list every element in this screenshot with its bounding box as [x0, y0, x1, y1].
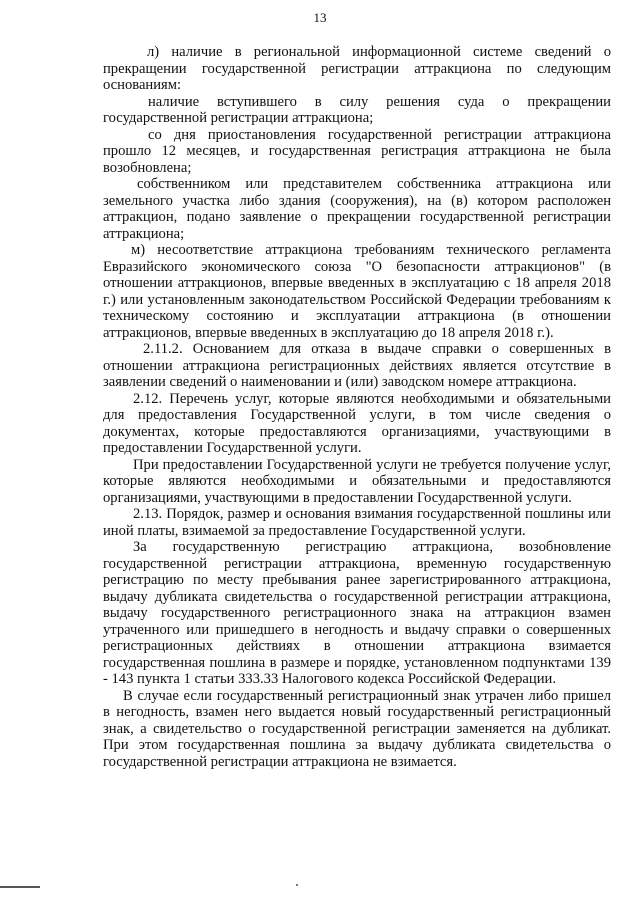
- clause-2-12-paragraph: 2.12. Перечень услуг, которые являются необходимыми и обязательными для предоставления Государственной услуги, в том числе сведения о документах, которые предоставляются организациями, участвующими в предоставлении Государственной услуги.: [103, 390, 611, 456]
- clause-2-13-fee-paragraph: За государственную регистрацию аттракциона, возобновление государственной регистрации аттракциона, временную государственную регистрацию по месту пребывания ранее зарегистрированного аттракциона, выдачу дубликата свидетельства о государственной регистрации аттракциона, выдачу государственного регистрационного знака на аттракцион взамен утраченного или пришедшего в негодность и выдачу справки о совершенных регистрационных действиях в отношении аттракциона взимается государственная пошлина в размере и порядке, установленном подпунктами 139 - 143 пункта 1 статьи 333.33 Налогового кодекса Российской Федерации.: [103, 539, 611, 687]
- clause-2-13-paragraph: 2.13. Порядок, размер и основания взимания государственной пошлины или иной платы, взимаемой за предоставление Государственной услуги.: [103, 506, 611, 539]
- document-body: [103, 44, 611, 770]
- clause-2-12-note-paragraph: При предоставлении Государственной услуги не требуется получение услуг, которые являются необходимыми и обязательными и предоставляются организациями, участвующими в предоставлении Государственной услуги.: [103, 456, 611, 506]
- scan-dust-dot: [296, 884, 298, 886]
- item-m-paragraph: м) несоответствие аттракциона требованиям технического регламента Евразийского экономического союза "О безопасности аттракционов" (в отношении аттракционов, впервые введенных в эксплуатацию с 18 апреля 2018 г.) или установленным законодательством Российской Федерации требованиям к техническому состоянию и эксплуатации аттракциона (в отношении аттракционов, впервые введенных в эксплуатацию до 18 апреля 2018 г.).: [103, 242, 611, 341]
- clause-2-13-lost-sign-paragraph: В случае если государственный регистрационный знак утрачен либо пришел в негодность, взамен него выдается новый государственный регистрационный знак, а свидетельство о государственной регистрации заменяется на дубликат. При этом государственная пошлина за выдачу дубликата свидетельства о государственной регистрации аттракциона не взимается.: [103, 687, 611, 770]
- item-l-basis-1-paragraph: наличие вступившего в силу решения суда о прекращении государственной регистрации аттракциона;: [103, 93, 611, 126]
- item-l-basis-3-paragraph: собственником или представителем собственника аттракциона или земельного участка либо здания (сооружения), на (в) котором расположен аттракцион, подано заявление о прекращении государственной регистрации аттракциона;: [103, 176, 611, 242]
- item-l-paragraph: л) наличие в региональной информационной системе сведений о прекращении государственной регистрации аттракциона по следующим основаниям:: [103, 44, 611, 93]
- page-number: 13: [313, 10, 327, 25]
- item-l-basis-2-paragraph: со дня приостановления государственной регистрации аттракциона прошло 12 месяцев, и государственная регистрация аттракциона не была возобновлена;: [103, 126, 611, 176]
- clause-2-11-2-paragraph: 2.11.2. Основанием для отказа в выдаче справки о совершенных в отношении аттракциона регистрационных действиях является отсутствие в заявлении сведений о наименовании и (или) заводском номере аттракциона.: [103, 341, 611, 390]
- scan-edge-mark: [0, 886, 40, 888]
